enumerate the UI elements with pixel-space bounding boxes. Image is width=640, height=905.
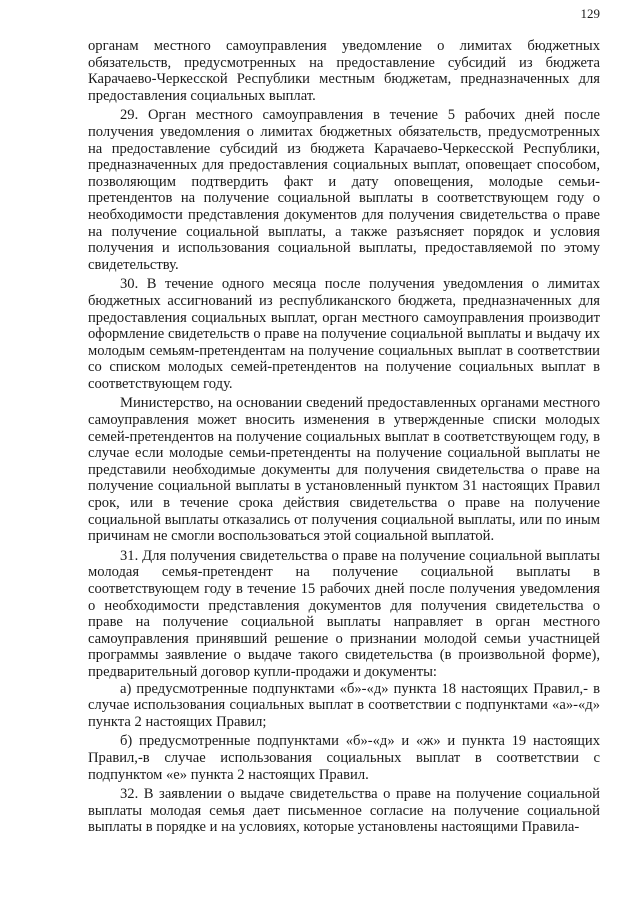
paragraph: 32. В заявлении о выдаче свидетельства о праве на получение социальной выплаты молодая семья дает письменное согласие на получение социальной выплаты в порядке и на условиях, которые установлены настоящими Правила-	[88, 786, 600, 836]
paragraph: органам местного самоуправления уведомление о лимитах бюджетных обязательств, предусмотренных на предоставление субсидий из бюджета Карачаево-Черкесской Республики местным бюджетам, предназначенных для предоставления социальных выплат.	[88, 38, 600, 104]
paragraph: 31. Для получения свидетельства о праве на получение социальной выплаты молодая семья-претендент на получение социальной выплаты в соответствующем году в течение 15 рабочих дней после получения уведомления о необходимости представления документов для получения свидетельства о праве на получение социальной выплаты направляет в орган местного самоуправления принявший решение о признании молодой семьи участницей программы заявление о выдаче такого свидетельства (в произвольной форме), предварительный договор купли-продажи и документы:	[88, 547, 600, 680]
document-body	[88, 38, 600, 836]
paragraph: 30. В течение одного месяца после получения уведомления о лимитах бюджетных ассигнований из республиканского бюджета, предназначенных для предоставления социальных выплат, орган местного самоуправления производит оформление свидетельств о праве на получение социальной выплаты и выдачу их молодым семьям-претендентам на получение социальных выплат в соответствии со списком молодых семей-претендентов на получение социальных выплат в соответствующем году.	[88, 276, 600, 392]
paragraph: б) предусмотренные подпунктами «б»-«д» и «ж» и пункта 19 настоящих Правил,-в случае использования социальных выплат в соответствии с подпунктом «е» пункта 2 настоящих Правил.	[88, 733, 600, 783]
paragraph: 29. Орган местного самоуправления в течение 5 рабочих дней после получения уведомления о лимитах бюджетных обязательств, предусмотренных на предоставление субсидий из бюджета Карачаево-Черкесской Республики, предназначенных для предоставления социальных выплат, оповещает способом, позволяющим подтвердить факт и дату оповещения, молодые семьи-претендентов на получение социальной выплаты в соответствующем году о необходимости представления документов для получения свидетельства о праве на получение социальной выплаты, а также разъясняет порядок и условия получения и использования социальной выплаты, предоставляемой по этому свидетельству.	[88, 107, 600, 273]
page-number: 129	[580, 6, 600, 21]
paragraph: а) предусмотренные подпунктами «б»-«д» пункта 18 настоящих Правил,- в случае использования социальных выплат в соответствии с подпунктами «а»-«д» пункта 2 настоящих Правил;	[88, 680, 600, 730]
paragraph: Министерство, на основании сведений предоставленных органами местного самоуправления может вносить изменения в утвержденные списки молодых семей-претендентов на получение социальных выплат в соответствующем году, в случае если молодые семьи-претенденты на получение социальной выплаты не представили необходимые документы для получения свидетельства о праве на получение социальной выплаты в установленный пунктом 31 настоящих Правил срок, или в течение срока действия свидетельства о праве на получение социальной выплаты отказались от получения социальной выплаты, или по иным причинам не смогли воспользоваться этой социальной выплатой.	[88, 395, 600, 545]
